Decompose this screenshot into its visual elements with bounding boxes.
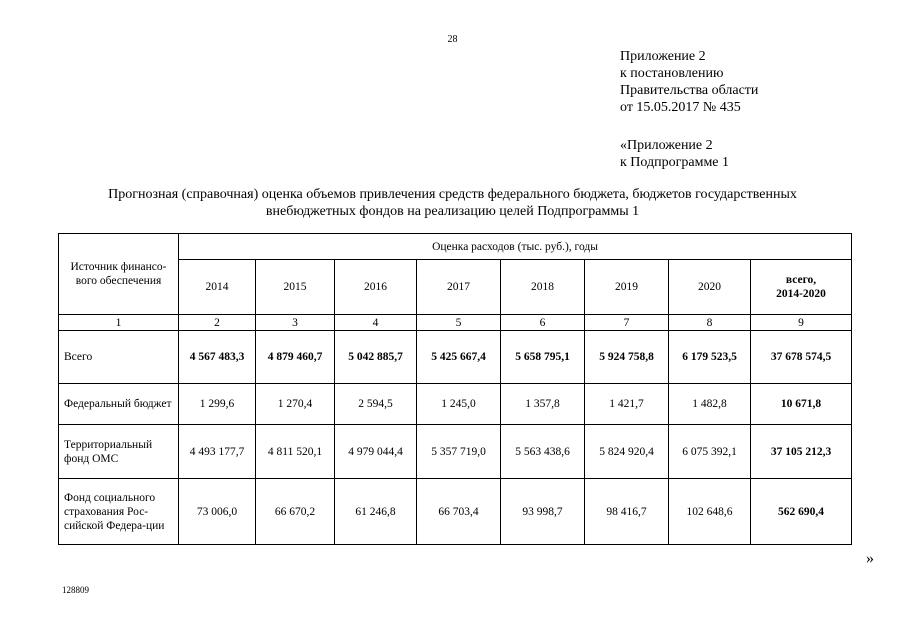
appendix-reference xyxy=(620,48,758,116)
row-value: 1 482,8 xyxy=(669,384,751,425)
row-value: 5 563 438,6 xyxy=(501,425,585,479)
row-source: Территориальный фонд ОМС xyxy=(59,425,179,479)
row-value: 6 075 392,1 xyxy=(669,425,751,479)
year-header: 2018 xyxy=(501,260,585,315)
column-number: 1 xyxy=(59,315,179,331)
row-value: 61 246,8 xyxy=(335,479,417,545)
table-row xyxy=(59,425,852,479)
row-value: 66 703,4 xyxy=(417,479,501,545)
year-header: 2016 xyxy=(335,260,417,315)
subprogram-appendix-reference xyxy=(620,137,729,171)
row-value: 1 421,7 xyxy=(585,384,669,425)
total-header-line: всего, xyxy=(785,274,817,286)
row-value: 5 924 758,8 xyxy=(585,331,669,384)
row-value: 98 416,7 xyxy=(585,479,669,545)
row-value: 5 824 920,4 xyxy=(585,425,669,479)
row-value: 102 648,6 xyxy=(669,479,751,545)
source-header: Источник финансо-вого обеспечения xyxy=(59,234,179,315)
row-value: 5 658 795,1 xyxy=(501,331,585,384)
row-value: 93 998,7 xyxy=(501,479,585,545)
column-number: 5 xyxy=(417,315,501,331)
row-value: 2 594,5 xyxy=(335,384,417,425)
appendix-line: «Приложение 2 xyxy=(620,138,713,153)
row-value: 73 006,0 xyxy=(179,479,256,545)
row-source: Федеральный бюджет xyxy=(59,384,179,425)
group-header: Оценка расходов (тыс. руб.), годы xyxy=(179,234,852,260)
row-value: 5 357 719,0 xyxy=(417,425,501,479)
column-number: 2 xyxy=(179,315,256,331)
title-line: внебюджетных фондов на реализацию целей Подпрограммы 1 xyxy=(265,204,640,219)
row-value: 1 245,0 xyxy=(417,384,501,425)
row-value: 4 879 460,7 xyxy=(256,331,335,384)
row-total: 562 690,4 xyxy=(751,479,852,545)
appendix-line: к постановлению xyxy=(620,66,724,81)
appendix-line: от 15.05.2017 № 435 xyxy=(620,100,741,115)
closing-quote: » xyxy=(866,550,874,567)
row-total: 37 678 574,5 xyxy=(751,331,852,384)
budget-estimate-table xyxy=(58,233,852,545)
row-value: 1 357,8 xyxy=(501,384,585,425)
row-value: 4 493 177,7 xyxy=(179,425,256,479)
column-number: 7 xyxy=(585,315,669,331)
table-row xyxy=(59,331,852,384)
total-header xyxy=(751,260,852,315)
title-line: Прогнозная (справочная) оценка объемов привлечения средств федерального бюджета, бюджетов государственных xyxy=(108,187,797,202)
row-value: 4 979 044,4 xyxy=(335,425,417,479)
page-number: 28 xyxy=(447,34,458,45)
row-total: 10 671,8 xyxy=(751,384,852,425)
year-header: 2014 xyxy=(179,260,256,315)
row-value: 4 567 483,3 xyxy=(179,331,256,384)
year-header: 2020 xyxy=(669,260,751,315)
appendix-line: Правительства области xyxy=(620,83,759,98)
total-header-line: 2014-2020 xyxy=(776,288,826,300)
row-value: 6 179 523,5 xyxy=(669,331,751,384)
appendix-line: к Подпрограмме 1 xyxy=(620,155,730,170)
row-total: 37 105 212,3 xyxy=(751,425,852,479)
document-title xyxy=(40,186,865,220)
table-row xyxy=(59,384,852,425)
row-value: 66 670,2 xyxy=(256,479,335,545)
column-number: 8 xyxy=(669,315,751,331)
year-header: 2015 xyxy=(256,260,335,315)
table-row xyxy=(59,479,852,545)
column-number: 4 xyxy=(335,315,417,331)
row-value: 1 299,6 xyxy=(179,384,256,425)
column-number-row xyxy=(59,315,852,331)
document-code: 128809 xyxy=(62,585,89,595)
column-number: 6 xyxy=(501,315,585,331)
year-header: 2019 xyxy=(585,260,669,315)
year-header: 2017 xyxy=(417,260,501,315)
row-source: Фонд социального страхования Рос-сийской Федера-ции xyxy=(59,479,179,545)
column-number: 3 xyxy=(256,315,335,331)
row-source: Всего xyxy=(59,331,179,384)
row-value: 5 425 667,4 xyxy=(417,331,501,384)
row-value: 4 811 520,1 xyxy=(256,425,335,479)
appendix-line: Приложение 2 xyxy=(620,49,706,64)
row-value: 1 270,4 xyxy=(256,384,335,425)
row-value: 5 042 885,7 xyxy=(335,331,417,384)
column-number: 9 xyxy=(751,315,852,331)
